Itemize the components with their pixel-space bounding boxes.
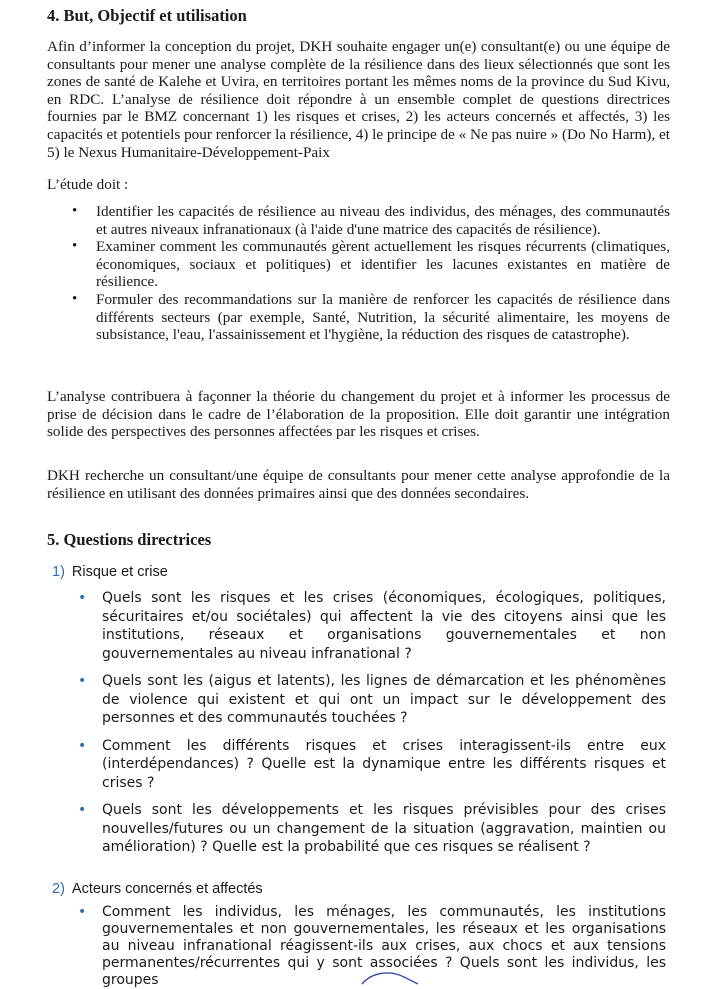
list-item: • Formuler des recommandations sur la manière de renforcer les capacités de résilience dans différents secteurs (par exemple, Santé, Nutrition, la sécurité alimentaire, les moyens de subsistance, l'eau, l'assainissement et l'hygiène, la réduction des risques de catastrophe). xyxy=(72,290,670,344)
list-item: • Comment les différents risques et crises interagissent-ils entre eux (interdépendances) ? Quelle est la dynamique entre les différents risques et crises ? xyxy=(78,737,666,791)
list-item: • Quels sont les risques et les crises (économiques, écologiques, politiques, sécuritaires et/ou sociétales) qui affectent la vie des citoyens ainsi que les institutions, réseaux et organisations gouvernementales et non gouvernementales au niveau infranational ? xyxy=(78,590,666,662)
list-item: • Identifier les capacités de résilience au niveau des individus, des ménages, des communautés et autres niveaux infranationaux (à l'aide d'une matrice des capacités de résilience). xyxy=(72,203,670,238)
theory-paragraph: L’analyse contribuera à façonner la théorie du changement du projet et à informer les processus de prise de décision dans le cadre de l’élaboration de la proposition. Elle doit garantir une intégration solide des perspectives des personnes affectées par les risques et crises. xyxy=(47,388,670,441)
bullet-icon: • xyxy=(72,203,78,219)
subsection-number: 1) xyxy=(52,564,65,580)
bullet-icon: • xyxy=(72,290,78,307)
list-item: • Comment les individus, les ménages, les communautés, les institutions gouvernementales et non gouvernementales, les réseaux et les organisations au niveau infranational réagissent-ils aux crises, aux chocs et aux tensions permanentes/récurrentes qui y sont associées ? Quels sont les individus, les groupes xyxy=(78,904,666,988)
section-4-intro-paragraph: Afin d’informer la conception du projet, DKH souhaite engager un(e) consultant(e) ou une équipe de consultants pour mener une analyse complète de la résilience dans des lieux sélectionnés que sont les zones de santé de Kalehe et Uvira, en territoires portant les mêmes noms de la province du Sud Kivu, en RDC. L’analyse de résilience doit répondre à un ensemble complet de questions directrices fournies par le BMZ concernant 1) les risques et crises, 2) les acteurs concernés et affectés, 3) les capacités et potentiels pour renforcer la résilience, 4) le principe de « Ne pas nuire » (Do No Harm), et 5) le Nexus Humanitaire-Développement-Paix xyxy=(47,38,670,161)
study-lead-text: L’étude doit : xyxy=(47,176,129,193)
subsection-label: Acteurs concernés et affectés xyxy=(71,881,263,897)
list-item: • Examiner comment les communautés gèrent actuellement les risques récurrents (climatiques, économiques, sociaux et politiques) et identifier les lacunes existantes en matière de résilience. xyxy=(72,238,670,291)
bullet-icon: • xyxy=(78,737,87,754)
list-item: • Quels sont les (aigus et latents), les lignes de démarcation et les phénomènes de violence qui existent et qui ont un impact sur le développement des personnes et des communautés touchées ? xyxy=(78,673,666,726)
study-bullet-list xyxy=(72,203,670,344)
list-item: • Quels sont les développements et les risques prévisibles pour des crises nouvelles/futures ou un changement de la situation (aggravation, maintien ou amélioration) ? Quelle est la probabilité que ces risques se réalisent ? xyxy=(78,802,666,855)
section-5-heading: 5. Questions directrices xyxy=(47,530,212,549)
bullet-icon: • xyxy=(78,904,87,920)
bullet-icon: • xyxy=(72,238,78,255)
subsection-number: 2) xyxy=(52,881,65,897)
consultant-search-paragraph: DKH recherche un consultant/une équipe de consultants pour mener cette analyse approfondie de la résilience en utilisant des données primaires ainsi que des données secondaires. xyxy=(47,467,670,502)
bullet-icon: • xyxy=(78,802,87,818)
bullet-icon: • xyxy=(78,590,87,606)
subsection-label: Risque et crise xyxy=(71,564,168,580)
risk-crisis-bullet-list xyxy=(78,589,666,857)
bullet-icon: • xyxy=(78,673,87,689)
signature-mark xyxy=(360,968,420,985)
subsection-1-title xyxy=(52,563,168,582)
section-4-heading: 4. But, Objectif et utilisation xyxy=(47,6,247,25)
subsection-2-title xyxy=(52,880,263,899)
